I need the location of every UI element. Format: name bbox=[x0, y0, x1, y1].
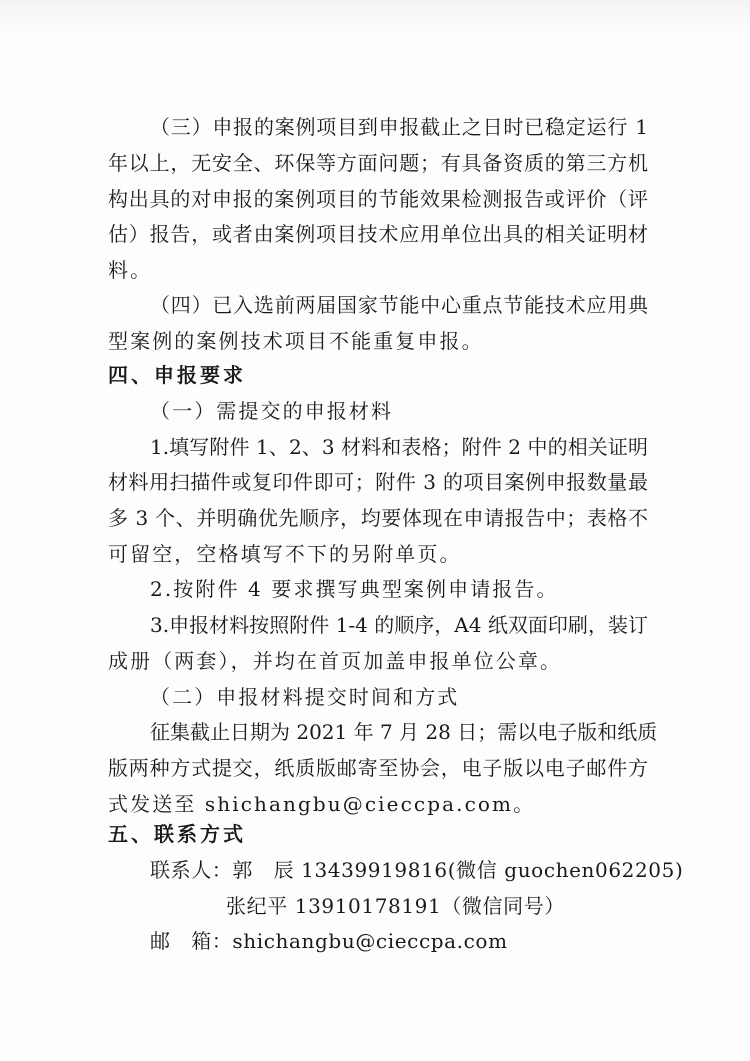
paragraph-line: 年以上，无安全、环保等方面问题；有具备资质的第三方机 bbox=[108, 151, 648, 175]
contact-person-1: 联系人：郭 辰 13439919816(微信 guochen062205) bbox=[150, 858, 684, 882]
contact-email: 邮 箱：shichangbu@cieccpa.com bbox=[150, 929, 508, 953]
contact-person-2: 张纪平 13910178191（微信同号） bbox=[226, 894, 565, 918]
section4-sub2-title: （二）申报材料提交时间和方式 bbox=[150, 685, 460, 709]
paragraph-line: 版两种方式提交，纸质版邮寄至协会，电子版以电子邮件方 bbox=[108, 756, 648, 780]
section4-heading: 四、申报要求 bbox=[108, 363, 246, 387]
paragraph-line: 式发送至 shichangbu@cieccpa.com。 bbox=[108, 792, 536, 816]
paragraph-line: 构出具的对申报的案例项目的节能效果检测报告或评价（评 bbox=[108, 187, 648, 211]
paragraph-line: 材料用扫描件或复印件即可；附件 3 的项目案例申报数量最 bbox=[108, 470, 648, 494]
paragraph-line: （三）申报的案例项目到申报截止之日时已稳定运行 1 bbox=[150, 115, 648, 139]
paragraph-line: 可留空，空格填写不下的另附单页。 bbox=[108, 542, 462, 566]
paragraph-line: （四）已入选前两届国家节能中心重点节能技术应用典 bbox=[150, 293, 648, 317]
paragraph-line: 3.申报材料按照附件 1-4 的顺序，A4 纸双面印刷，装订 bbox=[150, 613, 648, 637]
scan-top-shadow bbox=[0, 0, 750, 38]
paragraph-line: 估）报告，或者由案例项目技术应用单位出具的相关证明材 bbox=[108, 222, 648, 246]
paragraph-line: 征集截止日期为 2021 年 7 月 28 日；需以电子版和纸质 bbox=[150, 720, 658, 744]
paragraph-line: 1.填写附件 1、2、3 材料和表格；附件 2 中的相关证明 bbox=[150, 435, 648, 459]
paragraph-line: 成册（两套），并均在首页加盖申报单位公章。 bbox=[108, 649, 563, 673]
paragraph-line: 料。 bbox=[108, 258, 153, 282]
paragraph-line: 2.按附件 4 要求撰写典型案例申请报告。 bbox=[150, 577, 559, 601]
section5-heading: 五、联系方式 bbox=[108, 822, 246, 846]
section4-sub1-title: （一）需提交的申报材料 bbox=[150, 399, 394, 423]
paragraph-line: 型案例的案例技术项目不能重复申报。 bbox=[108, 329, 484, 353]
paragraph-line: 多 3 个、并明确优先顺序，均要体现在申请报告中；表格不 bbox=[108, 506, 648, 530]
